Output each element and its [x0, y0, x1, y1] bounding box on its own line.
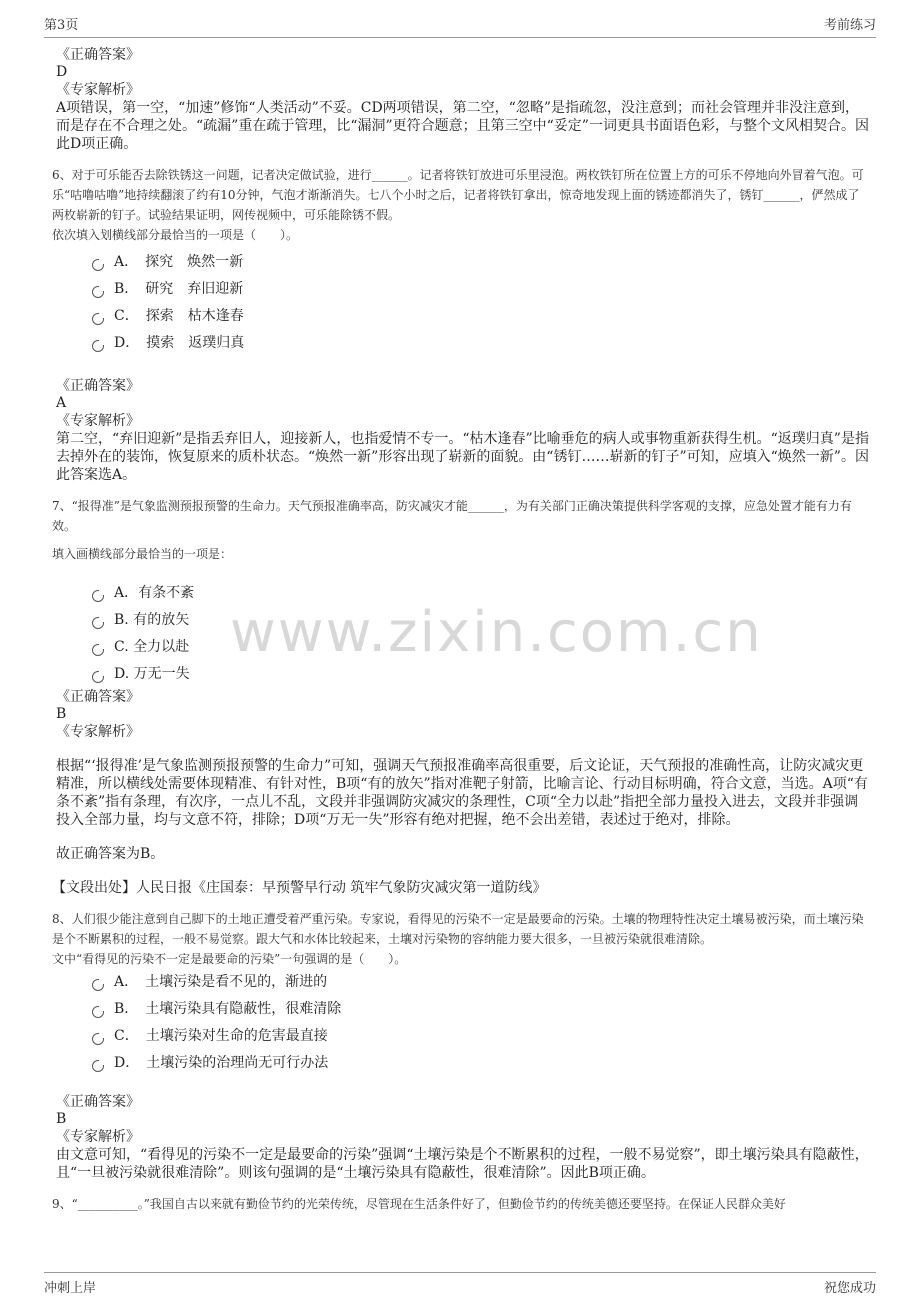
- q6-option-b[interactable]: B． 研究 弃旧迎新: [92, 276, 870, 303]
- q8-option-d[interactable]: D． 土壤污染的治理尚无可行办法: [92, 1050, 870, 1077]
- answer-label: 《正确答案》: [56, 689, 140, 705]
- q6-analysis: 第二空，“弃旧迎新”是指丢弃旧人，迎接新人，也指爱情不专一。“枯木逢春”比喻垂危的病人或事物重新获得生机。“返璞归真”是指去掉外在的装饰，恢复原来的质朴状态。“焕然一新”形容出现了崭新的面貌。由“锈钉……崭新的钉子”可知，应填入“焕然一新”。因此答案选A。: [56, 431, 869, 483]
- q6-option-c[interactable]: C． 探索 枯木逢春: [92, 303, 870, 330]
- q6-option-d[interactable]: D． 摸索 返璞归真: [92, 330, 870, 357]
- radio-icon[interactable]: [92, 313, 104, 325]
- q7-option-b[interactable]: B. 有的放矢: [92, 607, 870, 634]
- q6-stem: 6、对于可乐能否去除铁锈这一问题，记者决定做试验，进行______。记者将铁钉放进可乐里浸泡。两枚铁钉所在位置上方的可乐不停地向外冒着气泡。可乐“咕噜咕噜”地持续翻滚了约有10分钟，气泡才渐渐消失。七八个小时之后，记者将铁钉拿出，惊奇地发现上面的锈迹都消失了，锈钉______，俨然成了两枚崭新的钉子。试验结果证明，网传视频中，可乐能除锈不假。: [52, 168, 864, 222]
- watermark: www.zixin.com.cn: [230, 600, 763, 665]
- footer-left: 冲刺上岸: [44, 1281, 97, 1296]
- footer-right: 祝您成功: [823, 1281, 876, 1296]
- q7-analysis: 根据“‘报得准’是气象监测预报预警的生命力”可知，强调天气预报准确率高很重要，后文论证，天气预报的准确性高，让防灾减灾更精准，所以横线处需要体现精准、有针对性，B项“有的放矢”指对准靶子射箭，比喻言论、行动目标明确，符合文意，当选。A项“有条不紊”指有条理，有次序，一点儿不乱，文段并非强调防灾减灾的条理性，C项“全力以赴”指把全部力量投入进去，文段并非强调投入全部力量，均与文意不符，排除；D项“万无一失”形容有绝对把握，绝不会出差错，表述过于绝对，排除。: [56, 758, 868, 828]
- q5-analysis: A项错误，第一空，“加速”修饰“人类活动”不妥。CD两项错误，第二空，“忽略”是指疏忽，没注意到；而社会管理并非没注意到，而是存在不合理之处。“疏漏”重在疏于管理，比“漏洞”更符合题意；且第三空中“妥定”一词更具书面语色彩，与整个文风相契合。因此D项正确。: [56, 100, 869, 152]
- radio-icon[interactable]: [92, 1006, 104, 1018]
- answer-label: 《正确答案》: [56, 1094, 140, 1110]
- q7-prompt: 填入画横线部分最恰当的一项是：: [52, 547, 233, 561]
- q5-answer: D: [56, 64, 68, 80]
- page-number: 第3页: [44, 18, 79, 33]
- analysis-label: 《专家解析》: [56, 724, 140, 740]
- q8-answer: B: [56, 1111, 67, 1127]
- q6-answer: A: [56, 395, 67, 411]
- q7-option-d[interactable]: D. 万无一失: [92, 661, 870, 688]
- answer-label: 《正确答案》: [56, 378, 140, 394]
- radio-icon[interactable]: [92, 1060, 104, 1072]
- q8-stem: 8、人们很少能注意到自己脚下的土地正遭受着严重污染。专家说，看得见的污染不一定是最要命的污染。土壤的物理特性决定土壤易被污染，而土壤污染是个不断累积的过程，一般不易觉察。跟大气和水体比较起来，土壤对污染物的容纳能力要大很多，一旦被污染就很难清除。: [52, 912, 864, 946]
- radio-icon[interactable]: [92, 259, 104, 271]
- document-body: [52, 46, 870, 1214]
- q8-prompt: 文中“看得见的污染不一定是最要命的污染”一句强调的是（ ）。: [52, 952, 407, 966]
- header-title: 考前练习: [823, 18, 876, 33]
- analysis-label: 《专家解析》: [56, 413, 140, 429]
- analysis-label: 《专家解析》: [56, 1129, 140, 1145]
- radio-icon[interactable]: [92, 979, 104, 991]
- page-header: [44, 14, 876, 38]
- q7-stem: 7、“报得准”是气象监测预报预警的生命力。天气预报准确率高，防灾减灾才能______，为有关部门正确决策提供科学客观的支撑，应急处置才能有力有效。: [52, 499, 852, 533]
- q8-option-b[interactable]: B． 土壤污染具有隐蔽性，很难清除: [92, 996, 870, 1023]
- q7-source: 【文段出处】人民日报《庄国泰：早预警早行动 筑牢气象防灾减灾第一道防线》: [52, 880, 547, 896]
- q7-option-a[interactable]: A．有条不紊: [92, 580, 870, 607]
- q7-answer: B: [56, 706, 67, 722]
- radio-icon[interactable]: [92, 340, 104, 352]
- page-footer: [44, 1272, 876, 1296]
- q9-stem: 9、“__________。”我国自古以来就有勤俭节约的光荣传统，尽管现在生活条件好了，但勤俭节约的传统美德还要坚持。在保证人民群众美好: [52, 1197, 786, 1211]
- q6-option-a[interactable]: A． 探究 焕然一新: [92, 249, 870, 276]
- q7-option-c[interactable]: C. 全力以赴: [92, 634, 870, 661]
- answer-label: 《正确答案》: [56, 47, 140, 63]
- q8-option-a[interactable]: A． 土壤污染是看不见的，渐进的: [92, 969, 870, 996]
- radio-icon[interactable]: [92, 286, 104, 298]
- q6-prompt: 依次填入划横线部分最恰当的一项是（ ）。: [52, 228, 299, 242]
- q8-option-c[interactable]: C． 土壤污染对生命的危害最直接: [92, 1023, 870, 1050]
- radio-icon[interactable]: [92, 590, 104, 602]
- radio-icon[interactable]: [92, 671, 104, 683]
- radio-icon[interactable]: [92, 617, 104, 629]
- q8-analysis: 由文意可知，“看得见的污染不一定是最要命的污染”强调“土壤污染是个不断累积的过程，一般不易觉察”，即土壤污染具有隐蔽性，且“一旦被污染就很难清除”。则该句强调的是“土壤污染具有隐蔽性，很难清除”。因此B项正确。: [56, 1147, 869, 1181]
- radio-icon[interactable]: [92, 644, 104, 656]
- q7-conclusion: 故正确答案为B。: [56, 846, 165, 862]
- radio-icon[interactable]: [92, 1033, 104, 1045]
- analysis-label: 《专家解析》: [56, 82, 140, 98]
